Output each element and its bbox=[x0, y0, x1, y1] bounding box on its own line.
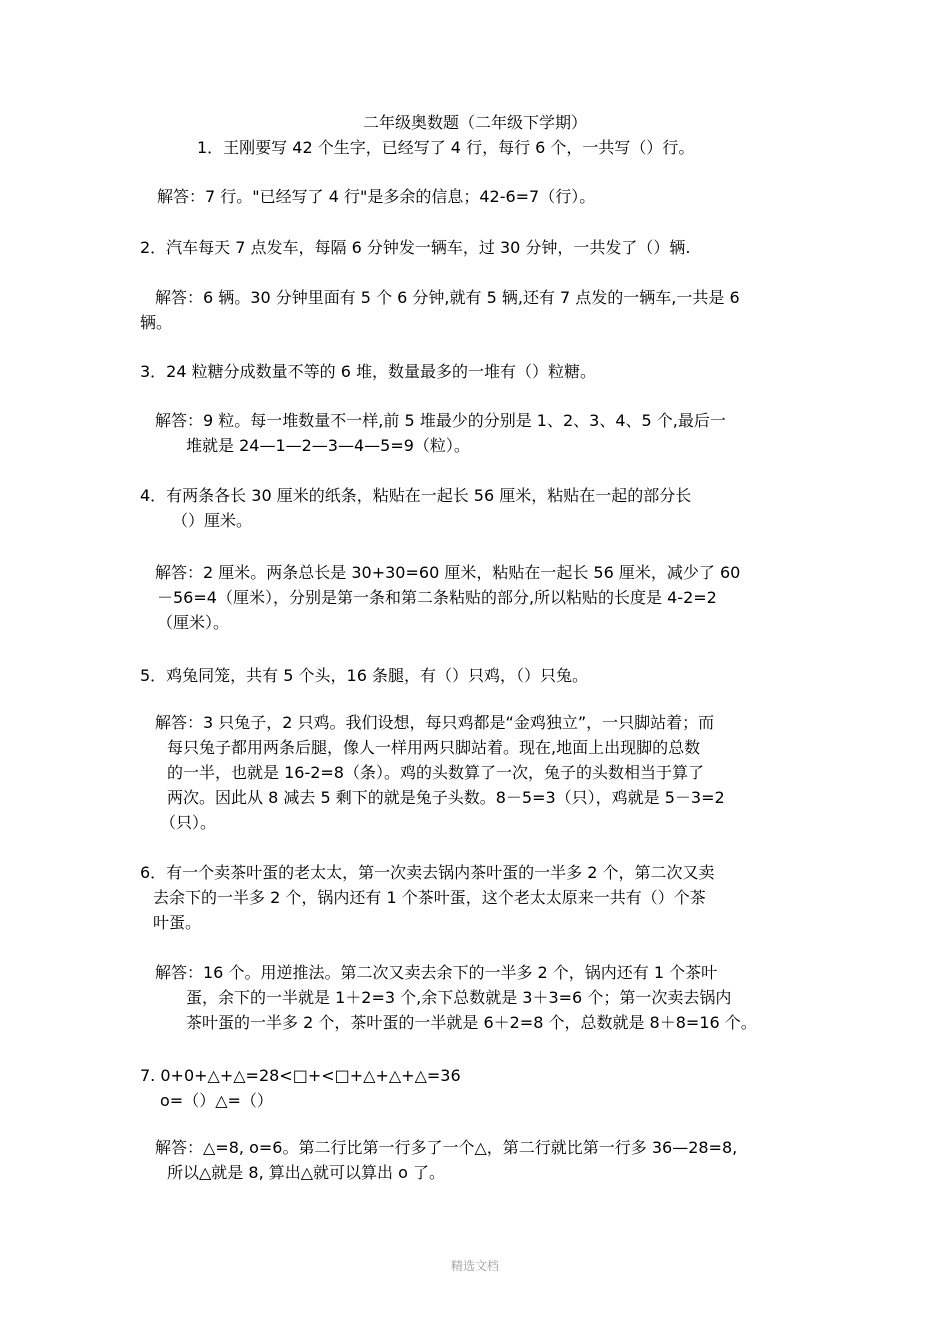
answer-3-line-2: 堆就是 24—1—2—3—4—5=9（粒）。 bbox=[186, 436, 470, 455]
answer-5-line-5: （只）。 bbox=[160, 813, 217, 832]
answer-4-line-1: 解答：2 厘米。两条总长是 30+30=60 厘米，粘贴在一起长 56 厘米，减少了 60 bbox=[155, 563, 741, 582]
question-6-line-1: 6．有一个卖茶叶蛋的老太太，第一次卖去锅内茶叶蛋的一半多 2 个，第二次又卖 bbox=[140, 863, 715, 882]
answer-6-line-2: 蛋，余下的一半就是 1＋2=3 个,余下总数就是 3＋3=6 个；第一次卖去锅内 bbox=[186, 988, 732, 1007]
question-3: 3．24 粒糖分成数量不等的 6 堆，数量最多的一堆有（）粒糖。 bbox=[140, 362, 596, 381]
answer-5-line-2: 每只兔子都用两条后腿，像人一样用两只脚站着。现在,地面上出现脚的总数 bbox=[167, 738, 701, 757]
document-title: 二年级奥数题（二年级下学期） bbox=[362, 113, 587, 132]
answer-6-line-3: 茶叶蛋的一半多 2 个，茶叶蛋的一半就是 6＋2=8 个，总数就是 8＋8=16 个。 bbox=[186, 1013, 757, 1032]
answer-3-line-1: 解答：9 粒。每一堆数量不一样,前 5 堆最少的分别是 1、2、3、4、5 个,最后一 bbox=[155, 411, 726, 430]
question-2: 2．汽车每天 7 点发车，每隔 6 分钟发一辆车，过 30 分钟，一共发了（）辆. bbox=[140, 238, 691, 257]
answer-7-line-2: 所以△就是 8, 算出△就可以算出 o 了。 bbox=[167, 1163, 446, 1182]
answer-6-line-1: 解答：16 个。用逆推法。第二次又卖去余下的一半多 2 个，锅内还有 1 个茶叶 bbox=[155, 963, 718, 982]
answer-5-line-1: 解答：3 只兔子，2 只鸡。我们设想，每只鸡都是“金鸡独立”，一只脚站着；而 bbox=[155, 713, 715, 732]
answer-2-line-2: 辆。 bbox=[140, 313, 173, 332]
answer-4-line-2: －56=4（厘米），分别是第一条和第二条粘贴的部分,所以粘贴的长度是 4-2=2 bbox=[157, 588, 717, 607]
question-7-line-2: o=（）△=（） bbox=[160, 1091, 273, 1110]
answer-5-line-4: 两次。因此从 8 减去 5 剩下的就是兔子头数。8－5=3（只），鸡就是 5－3=2 bbox=[167, 788, 725, 807]
question-5: 5．鸡兔同笼，共有 5 个头，16 条腿，有（）只鸡，（）只兔。 bbox=[140, 666, 588, 685]
answer-4-line-3: （厘米）。 bbox=[157, 613, 230, 632]
question-4-line-2: （）厘米。 bbox=[172, 511, 253, 530]
answer-1: 解答：7 行。"已经写了 4 行"是多余的信息；42-6=7（行）。 bbox=[157, 187, 596, 206]
answer-2-line-1: 解答：6 辆。30 分钟里面有 5 个 6 分钟,就有 5 辆,还有 7 点发的一辆车,一共是 6 bbox=[155, 288, 740, 307]
answer-5-line-3: 的一半，也就是 16-2=8（条）。鸡的头数算了一次，兔子的头数相当于算了 bbox=[167, 763, 704, 782]
question-7-line-1: 7. 0+0+△+△=28<□+<□+△+△+△=36 bbox=[140, 1066, 461, 1085]
question-1: 1．王刚要写 42 个生字，已经写了 4 行，每行 6 个，一共写（）行。 bbox=[197, 138, 695, 157]
question-6-line-3: 叶蛋。 bbox=[153, 913, 202, 932]
page-footer: 精选文档 bbox=[450, 1259, 499, 1273]
answer-7-line-1: 解答：△=8, o=6。第二行比第一行多了一个△，第二行就比第一行多 36—28=8, bbox=[155, 1138, 738, 1157]
question-6-line-2: 去余下的一半多 2 个，锅内还有 1 个茶叶蛋，这个老太太原来一共有（）个茶 bbox=[153, 888, 706, 907]
question-4-line-1: 4．有两条各长 30 厘米的纸条，粘贴在一起长 56 厘米，粘贴在一起的部分长 bbox=[140, 486, 692, 505]
